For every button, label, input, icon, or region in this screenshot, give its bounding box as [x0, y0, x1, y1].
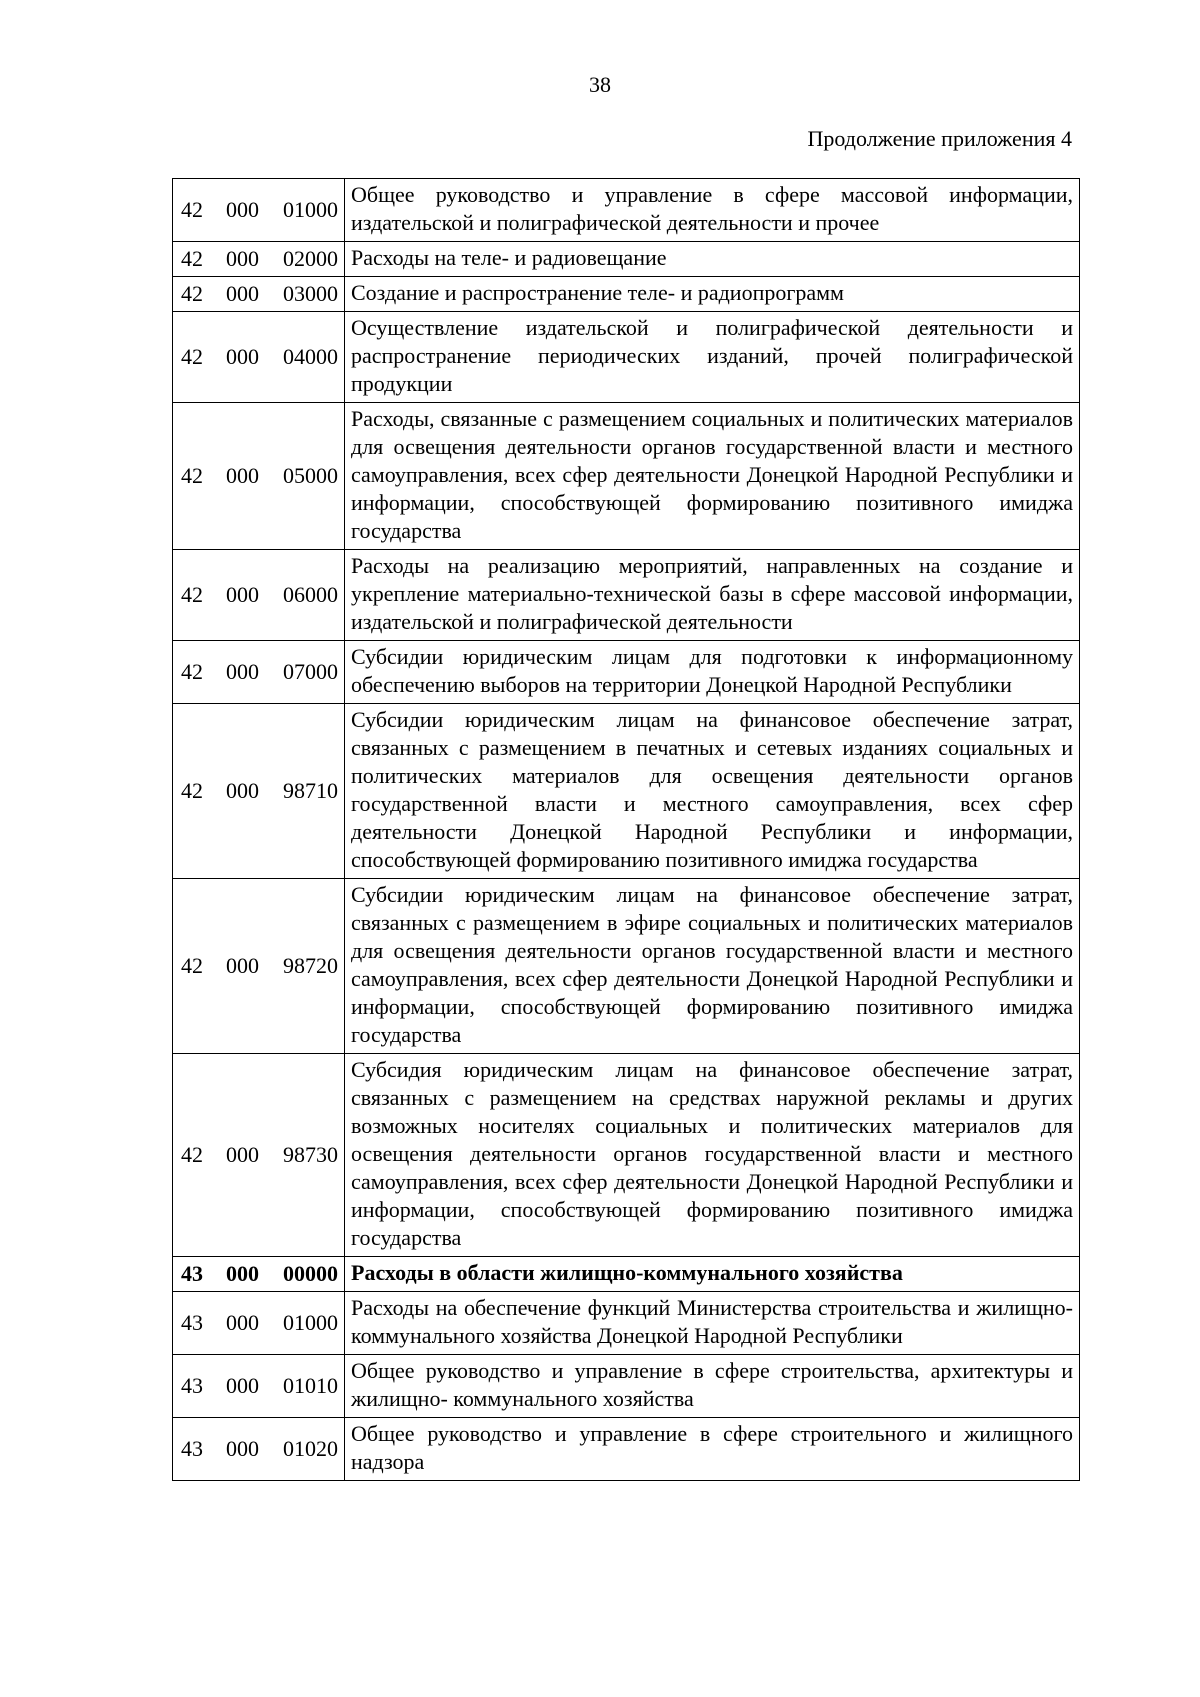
code-item: 05000 [283, 463, 338, 488]
code-subsection: 000 [226, 246, 259, 271]
budget-classification-table [172, 178, 1080, 1481]
code-item: 01010 [283, 1373, 338, 1398]
description-cell: Расходы на реализацию мероприятий, направленных на создание и укрепление материально-технической базы в сфере массовой информации, издательской и полиграфической деятельности [345, 550, 1080, 641]
code-item: 04000 [283, 344, 338, 369]
code-item: 98730 [283, 1142, 338, 1167]
classification-code [173, 581, 344, 609]
description-cell: Создание и распространение теле- и радиопрограмм [345, 277, 1080, 312]
code-subsection: 000 [226, 463, 259, 488]
code-cell [173, 277, 345, 312]
code-subsection: 000 [226, 1373, 259, 1398]
code-section: 43 [181, 1310, 203, 1335]
code-cell [173, 704, 345, 879]
table-row [173, 879, 1080, 1054]
code-section: 42 [181, 778, 203, 803]
description-cell: Общее руководство и управление в сфере строительства, архитектуры и жилищно- коммунального хозяйства [345, 1355, 1080, 1418]
code-section: 43 [181, 1436, 203, 1461]
code-cell [173, 879, 345, 1054]
code-item: 01020 [283, 1436, 338, 1461]
code-subsection: 000 [226, 1261, 259, 1286]
classification-code [173, 196, 344, 224]
code-item: 01000 [283, 197, 338, 222]
table-row [173, 1292, 1080, 1355]
code-cell [173, 1418, 345, 1481]
table-row [173, 1257, 1080, 1292]
code-item: 98720 [283, 953, 338, 978]
page-number: 38 [589, 72, 611, 97]
description-cell: Расходы в области жилищно-коммунального хозяйства [345, 1257, 1080, 1292]
code-item: 98710 [283, 778, 338, 803]
code-subsection: 000 [226, 1310, 259, 1335]
code-cell [173, 1054, 345, 1257]
description-cell: Субсидии юридическим лицам для подготовки к информационному обеспечению выборов на территории Донецкой Народной Республики [345, 641, 1080, 704]
code-subsection: 000 [226, 953, 259, 978]
description-cell: Субсидии юридическим лицам на финансовое обеспечение затрат, связанных с размещением в печатных и сетевых изданиях социальных и политических материалов для освещения деятельности органов государственной власти и местного самоуправления, всех сфер деятельности Донецкой Народной Республики и информации, способствующей формированию позитивного имиджа государства [345, 704, 1080, 879]
table-row [173, 1054, 1080, 1257]
code-section: 42 [181, 281, 203, 306]
code-subsection: 000 [226, 659, 259, 684]
appendix-continuation-title: Продолжение приложения 4 [807, 126, 1072, 151]
code-subsection: 000 [226, 582, 259, 607]
description-cell: Расходы, связанные с размещением социальных и политических материалов для освещения деятельности органов государственной власти и местного самоуправления, всех сфер деятельности Донецкой Народной Республики и информации, способствующей формированию позитивного имиджа государства [345, 403, 1080, 550]
classification-code [173, 280, 344, 308]
code-subsection: 000 [226, 1436, 259, 1461]
code-cell [173, 1257, 345, 1292]
code-subsection: 000 [226, 778, 259, 803]
classification-code [173, 1435, 344, 1463]
code-cell [173, 179, 345, 242]
code-cell [173, 1292, 345, 1355]
classification-code [173, 343, 344, 371]
code-item: 07000 [283, 659, 338, 684]
table-row [173, 1355, 1080, 1418]
code-section: 42 [181, 659, 203, 684]
table-row [173, 277, 1080, 312]
code-subsection: 000 [226, 197, 259, 222]
table-row [173, 179, 1080, 242]
code-section: 43 [181, 1373, 203, 1398]
code-cell [173, 641, 345, 704]
code-item: 03000 [283, 281, 338, 306]
description-cell: Общее руководство и управление в сфере массовой информации, издательской и полиграфической деятельности и прочее [345, 179, 1080, 242]
description-cell: Расходы на обеспечение функций Министерства строительства и жилищно-коммунального хозяйства Донецкой Народной Республики [345, 1292, 1080, 1355]
classification-code [173, 952, 344, 980]
classification-code [173, 1260, 344, 1288]
table-row [173, 641, 1080, 704]
code-section: 42 [181, 1142, 203, 1167]
classification-code [173, 245, 344, 273]
code-section: 42 [181, 344, 203, 369]
table-row [173, 403, 1080, 550]
code-item: 00000 [283, 1261, 338, 1286]
code-item: 06000 [283, 582, 338, 607]
description-cell: Общее руководство и управление в сфере строительного и жилищного надзора [345, 1418, 1080, 1481]
description-cell: Субсидии юридическим лицам на финансовое обеспечение затрат, связанных с размещением в эфире социальных и политических материалов для освещения деятельности органов государственной власти и местного самоуправления, всех сфер деятельности Донецкой Народной Республики и информации, способствующей формированию позитивного имиджа государства [345, 879, 1080, 1054]
table-row [173, 704, 1080, 879]
code-item: 01000 [283, 1310, 338, 1335]
description-cell: Субсидия юридическим лицам на финансовое обеспечение затрат, связанных с размещением на средствах наружной рекламы и других возможных носителях социальных и политических материалов для освещения деятельности органов государственной власти и местного самоуправления, всех сфер деятельности Донецкой Народной Республики и информации, способствующей формированию позитивного имиджа государства [345, 1054, 1080, 1257]
classification-code [173, 1372, 344, 1400]
code-section: 42 [181, 463, 203, 488]
code-cell [173, 403, 345, 550]
classification-code [173, 462, 344, 490]
code-item: 02000 [283, 246, 338, 271]
classification-code [173, 777, 344, 805]
code-subsection: 000 [226, 344, 259, 369]
code-section: 43 [181, 1261, 203, 1286]
code-section: 42 [181, 197, 203, 222]
code-section: 42 [181, 582, 203, 607]
classification-code [173, 658, 344, 686]
code-cell [173, 1355, 345, 1418]
code-subsection: 000 [226, 281, 259, 306]
table-row [173, 312, 1080, 403]
code-cell [173, 242, 345, 277]
table-row [173, 550, 1080, 641]
code-subsection: 000 [226, 1142, 259, 1167]
classification-code [173, 1309, 344, 1337]
code-section: 42 [181, 246, 203, 271]
code-cell [173, 312, 345, 403]
description-cell: Осуществление издательской и полиграфической деятельности и распространение периодических изданий, прочей полиграфической продукции [345, 312, 1080, 403]
code-section: 42 [181, 953, 203, 978]
table-row [173, 1418, 1080, 1481]
description-cell: Расходы на теле- и радиовещание [345, 242, 1080, 277]
code-cell [173, 550, 345, 641]
table-row [173, 242, 1080, 277]
classification-code [173, 1141, 344, 1169]
